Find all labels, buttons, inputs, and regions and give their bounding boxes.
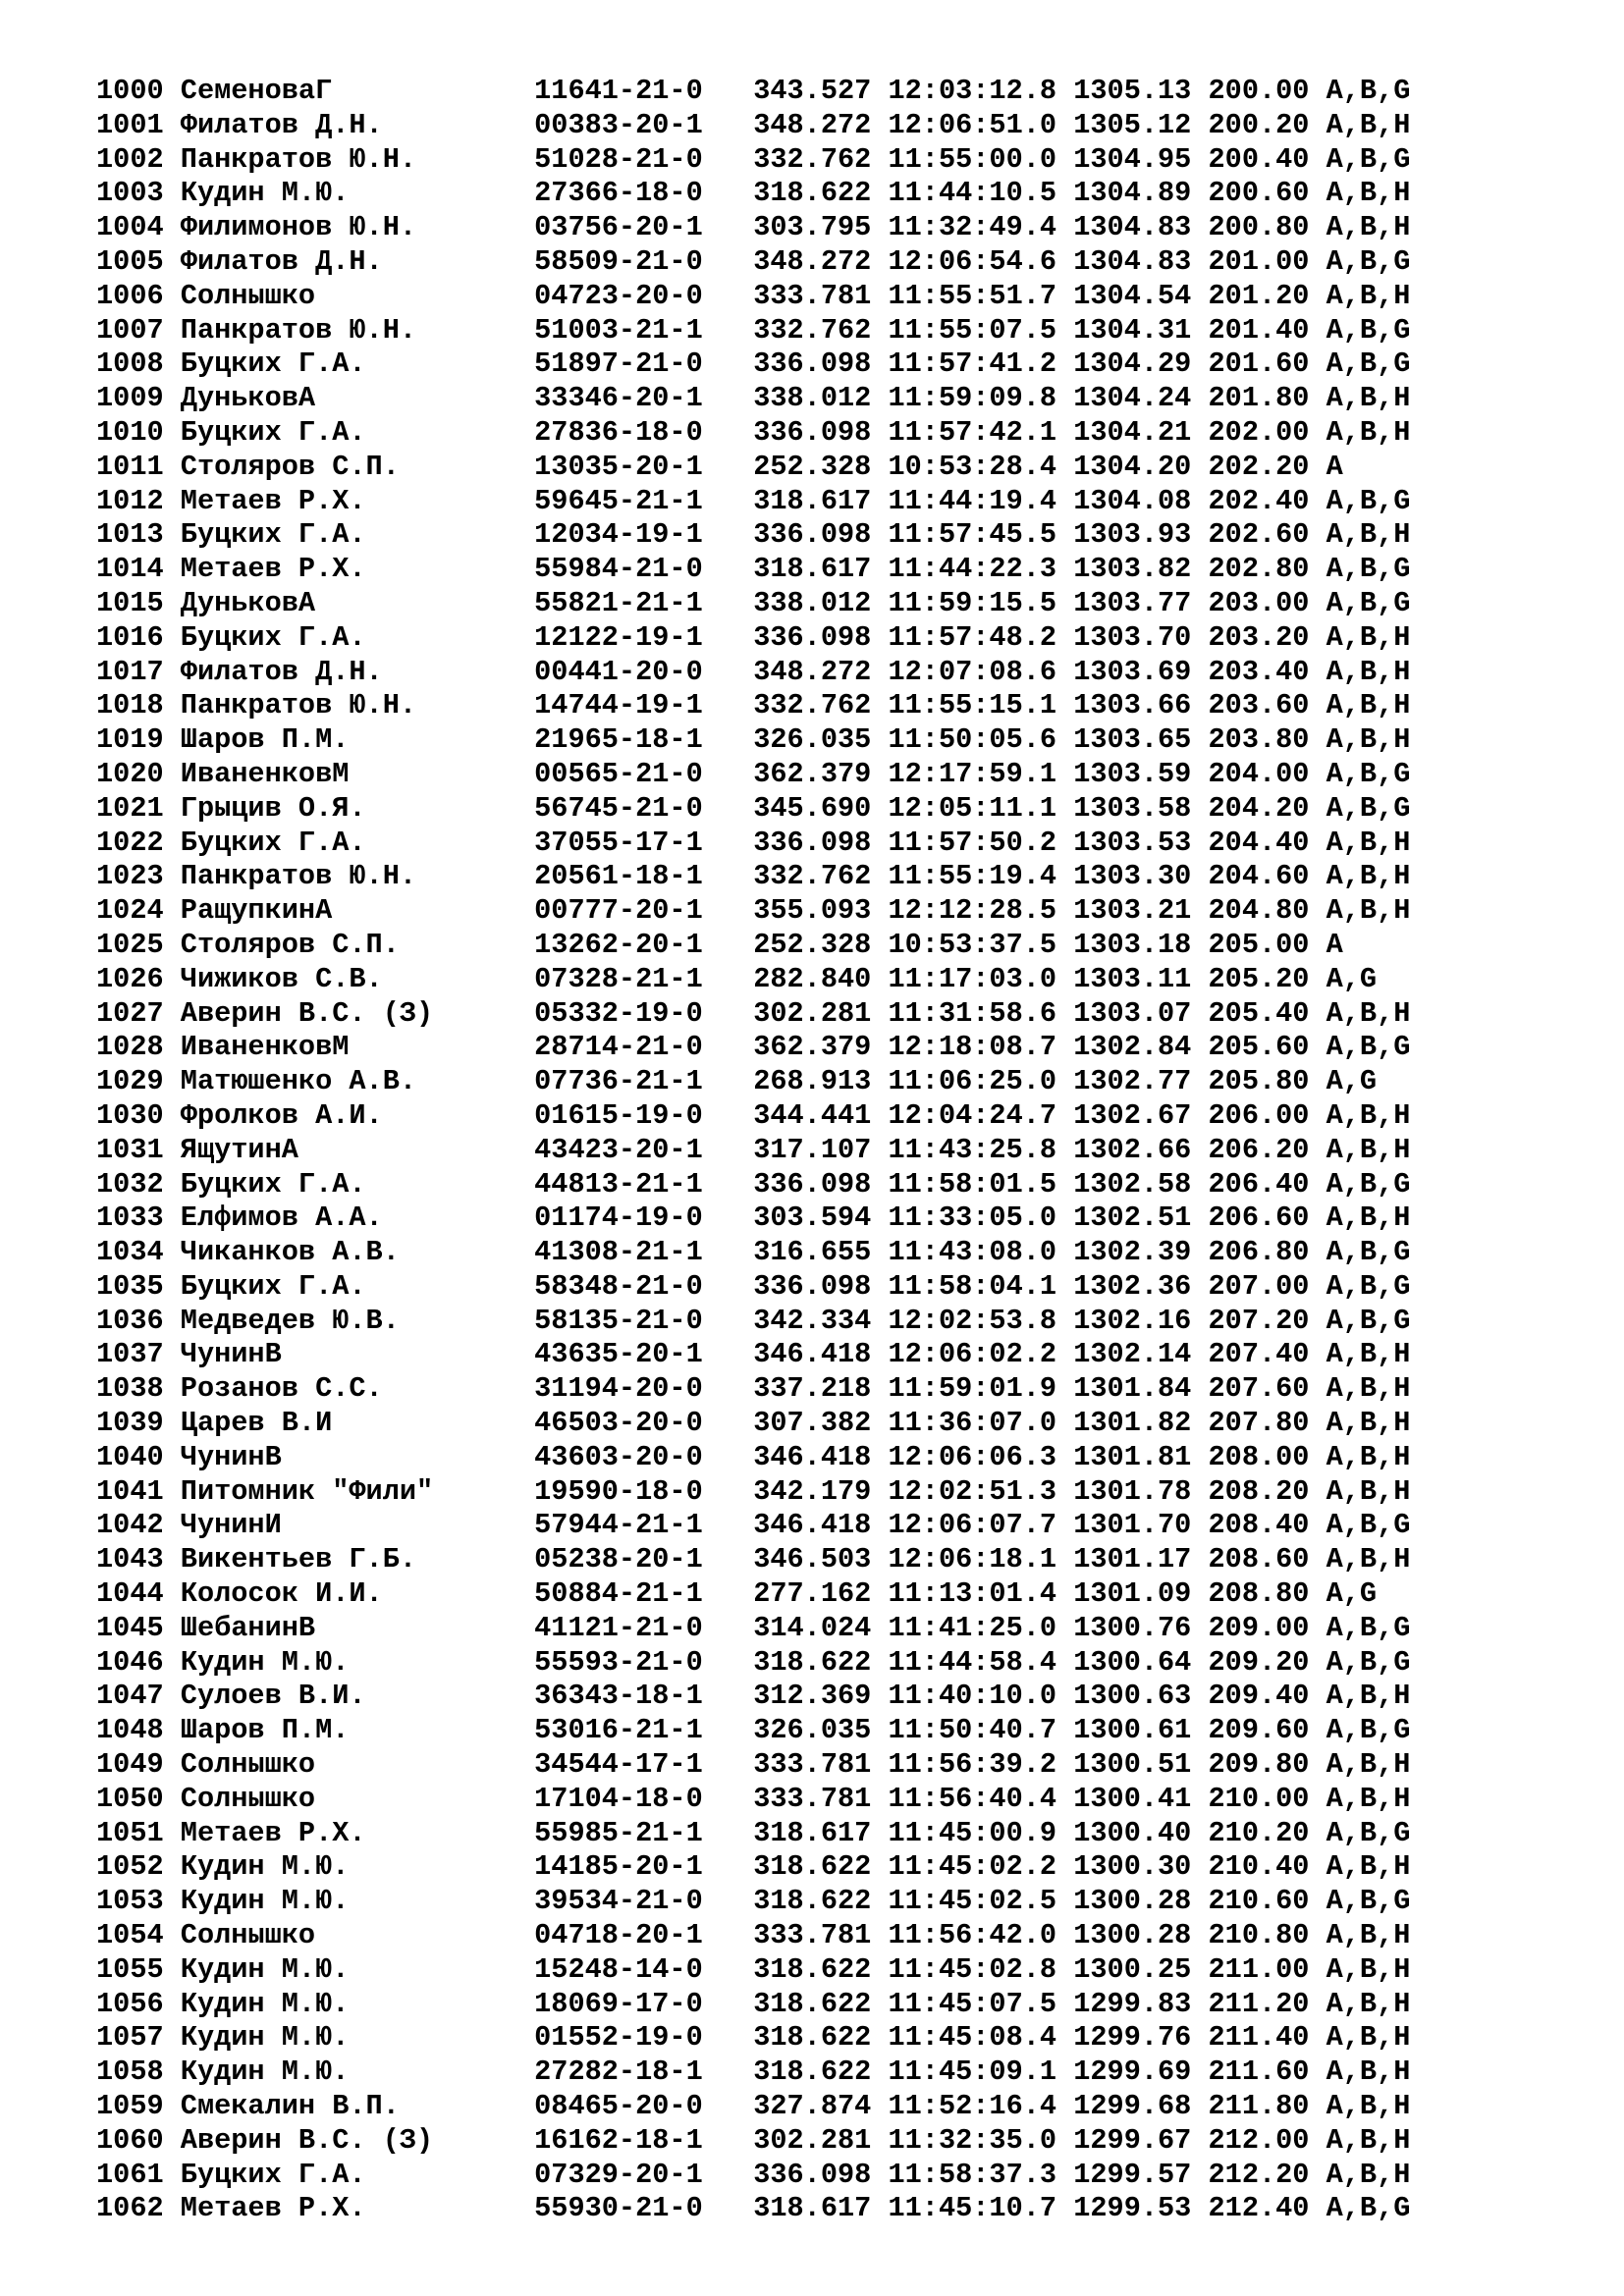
table-row: 1018 Панкратов Ю.Н. 14744-19-1 332.762 11:55:15.1 1303.66 203.60 A,B,H	[96, 689, 1411, 722]
table-row: 1060 Аверин В.С. (З) 16162-18-1 302.281 11:32:35.0 1299.67 212.00 A,B,H	[96, 2123, 1411, 2157]
table-row: 1025 Столяров С.П. 13262-20-1 252.328 10:53:37.5 1303.18 205.00 A	[96, 928, 1343, 961]
table-row: 1037 ЧунинВ 43635-20-1 346.418 12:06:02.2 1302.14 207.40 A,B,H	[96, 1338, 1411, 1371]
table-row: 1056 Кудин М.Ю. 18069-17-0 318.622 11:45:07.5 1299.83 211.20 A,B,H	[96, 1987, 1411, 2020]
table-row: 1045 ШебанинВ 41121-21-0 314.024 11:41:25.0 1300.76 209.00 A,B,G	[96, 1611, 1411, 1644]
table-row: 1038 Розанов С.С. 31194-20-0 337.218 11:59:01.9 1301.84 207.60 A,B,H	[96, 1372, 1411, 1406]
table-row: 1052 Кудин М.Ю. 14185-20-1 318.622 11:45:02.2 1300.30 210.40 A,B,H	[96, 1850, 1411, 1884]
table-row: 1054 Солнышко 04718-20-1 333.781 11:56:42.0 1300.28 210.80 A,B,H	[96, 1919, 1411, 1952]
table-row: 1040 ЧунинВ 43603-20-0 346.418 12:06:06.3 1301.81 208.00 A,B,H	[96, 1440, 1411, 1473]
table-row: 1020 ИваненковМ 00565-21-0 362.379 12:17:59.1 1303.59 204.00 A,B,G	[96, 757, 1411, 790]
table-row: 1059 Смекалин В.П. 08465-20-0 327.874 11:52:16.4 1299.68 211.80 A,B,H	[96, 2090, 1411, 2123]
table-row: 1030 Фролков А.И. 01615-19-0 344.441 12:04:24.7 1302.67 206.00 A,B,H	[96, 1098, 1411, 1132]
table-row: 1017 Филатов Д.Н. 00441-20-0 348.272 12:07:08.6 1303.69 203.40 A,B,H	[96, 655, 1411, 688]
table-row: 1039 Царев В.И 46503-20-0 307.382 11:36:07.0 1301.82 207.80 A,B,H	[96, 1407, 1411, 1440]
table-row: 1058 Кудин М.Ю. 27282-18-1 318.622 11:45:09.1 1299.69 211.60 A,B,H	[96, 2056, 1411, 2089]
table-row: 1043 Викентьев Г.Б. 05238-20-1 346.503 12:06:18.1 1301.17 208.60 A,B,H	[96, 1543, 1411, 1576]
table-row: 1028 ИваненковМ 28714-21-0 362.379 12:18:08.7 1302.84 205.60 A,B,G	[96, 1031, 1411, 1064]
results-table	[96, 75, 1549, 2226]
table-row: 1053 Кудин М.Ю. 39534-21-0 318.622 11:45:02.5 1300.28 210.60 A,B,G	[96, 1885, 1411, 1918]
table-row: 1046 Кудин М.Ю. 55593-21-0 318.622 11:44:58.4 1300.64 209.20 A,B,G	[96, 1645, 1411, 1679]
table-row: 1051 Метаев Р.Х. 55985-21-1 318.617 11:45:00.9 1300.40 210.20 A,B,G	[96, 1816, 1411, 1849]
table-row: 1004 Филимонов Ю.Н. 03756-20-1 303.795 11:32:49.4 1304.83 200.80 A,B,H	[96, 211, 1411, 244]
table-row: 1036 Медведев Ю.В. 58135-21-0 342.334 12:02:53.8 1302.16 207.20 A,B,G	[96, 1304, 1411, 1337]
table-row: 1048 Шаров П.М. 53016-21-1 326.035 11:50:40.7 1300.61 209.60 A,B,G	[96, 1714, 1411, 1747]
table-row: 1005 Филатов Д.Н. 58509-21-0 348.272 12:06:54.6 1304.83 201.00 A,B,G	[96, 244, 1411, 278]
table-row: 1014 Метаев Р.Х. 55984-21-0 318.617 11:44:22.3 1303.82 202.80 A,B,G	[96, 553, 1411, 586]
table-row: 1016 Буцких Г.А. 12122-19-1 336.098 11:57:48.2 1303.70 203.20 A,B,H	[96, 620, 1411, 654]
table-row: 1041 Питомник "Фили" 19590-18-0 342.179 12:02:51.3 1301.78 208.20 A,B,H	[96, 1474, 1411, 1508]
table-row: 1035 Буцких Г.А. 58348-21-0 336.098 11:58:04.1 1302.36 207.00 A,B,G	[96, 1269, 1411, 1303]
table-row: 1001 Филатов Д.Н. 00383-20-1 348.272 12:06:51.0 1305.12 200.20 A,B,H	[96, 108, 1411, 141]
table-row: 1015 ДуньковА 55821-21-1 338.012 11:59:15.5 1303.77 203.00 A,B,G	[96, 586, 1411, 619]
table-row: 1034 Чиканков А.В. 41308-21-1 316.655 11:43:08.0 1302.39 206.80 A,B,G	[96, 1236, 1411, 1269]
table-row: 1055 Кудин М.Ю. 15248-14-0 318.622 11:45:02.8 1300.25 211.00 A,B,H	[96, 1952, 1411, 1986]
table-row: 1009 ДуньковА 33346-20-1 338.012 11:59:09.8 1304.24 201.80 A,B,H	[96, 382, 1411, 415]
table-row: 1062 Метаев Р.Х. 55930-21-0 318.617 11:45:10.7 1299.53 212.40 A,B,G	[96, 2192, 1411, 2225]
table-row: 1003 Кудин М.Ю. 27366-18-0 318.622 11:44:10.5 1304.89 200.60 A,B,H	[96, 177, 1411, 210]
table-row: 1022 Буцких Г.А. 37055-17-1 336.098 11:57:50.2 1303.53 204.40 A,B,H	[96, 826, 1411, 859]
table-row: 1033 Елфимов А.А. 01174-19-0 303.594 11:33:05.0 1302.51 206.60 A,B,H	[96, 1201, 1411, 1235]
table-row: 1000 СеменоваГ 11641-21-0 343.527 12:03:12.8 1305.13 200.00 A,B,G	[96, 75, 1411, 107]
table-row: 1023 Панкратов Ю.Н. 20561-18-1 332.762 11:55:19.4 1303.30 204.60 A,B,H	[96, 860, 1411, 893]
table-row: 1024 РащупкинА 00777-20-1 355.093 12:12:28.5 1303.21 204.80 A,B,H	[96, 894, 1411, 928]
table-row: 1050 Солнышко 17104-18-0 333.781 11:56:40.4 1300.41 210.00 A,B,H	[96, 1782, 1411, 1815]
table-row: 1019 Шаров П.М. 21965-18-1 326.035 11:50:05.6 1303.65 203.80 A,B,H	[96, 723, 1411, 757]
table-row: 1007 Панкратов Ю.Н. 51003-21-1 332.762 11:55:07.5 1304.31 201.40 A,B,G	[96, 313, 1411, 347]
table-row: 1061 Буцких Г.А. 07329-20-1 336.098 11:58:37.3 1299.57 212.20 A,B,H	[96, 2158, 1411, 2191]
table-row: 1011 Столяров С.П. 13035-20-1 252.328 10:53:28.4 1304.20 202.20 A	[96, 450, 1343, 483]
table-row: 1006 Солнышко 04723-20-0 333.781 11:55:51.7 1304.54 201.20 A,B,H	[96, 279, 1411, 312]
table-row: 1021 Грыцив О.Я. 56745-21-0 345.690 12:05:11.1 1303.58 204.20 A,B,G	[96, 791, 1411, 825]
table-row: 1010 Буцких Г.А. 27836-18-0 336.098 11:57:42.1 1304.21 202.00 A,B,H	[96, 415, 1411, 449]
table-row: 1049 Солнышко 34544-17-1 333.781 11:56:39.2 1300.51 209.80 A,B,H	[96, 1748, 1411, 1782]
table-row: 1044 Колосок И.И. 50884-21-1 277.162 11:13:01.4 1301.09 208.80 A,G	[96, 1577, 1378, 1611]
table-row: 1047 Сулоев В.И. 36343-18-1 312.369 11:40:10.0 1300.63 209.40 A,B,H	[96, 1680, 1411, 1713]
table-row: 1026 Чижиков С.В. 07328-21-1 282.840 11:17:03.0 1303.11 205.20 A,G	[96, 962, 1378, 995]
table-row: 1027 Аверин В.С. (З) 05332-19-0 302.281 11:31:58.6 1303.07 205.40 A,B,H	[96, 996, 1411, 1030]
table-row: 1032 Буцких Г.А. 44813-21-1 336.098 11:58:01.5 1302.58 206.40 A,B,G	[96, 1167, 1411, 1201]
table-row: 1002 Панкратов Ю.Н. 51028-21-0 332.762 11:55:00.0 1304.95 200.40 A,B,G	[96, 142, 1411, 176]
table-row: 1031 ЯщутинА 43423-20-1 317.107 11:43:25.8 1302.66 206.20 A,B,H	[96, 1133, 1411, 1166]
table-row: 1057 Кудин М.Ю. 01552-19-0 318.622 11:45:08.4 1299.76 211.40 A,B,H	[96, 2021, 1411, 2055]
table-row: 1013 Буцких Г.А. 12034-19-1 336.098 11:57:45.5 1303.93 202.60 A,B,H	[96, 518, 1411, 552]
table-row: 1029 Матюшенко А.В. 07736-21-1 268.913 11:06:25.0 1302.77 205.80 A,G	[96, 1065, 1378, 1098]
table-row: 1012 Метаев Р.Х. 59645-21-1 318.617 11:44:19.4 1304.08 202.40 A,B,G	[96, 484, 1411, 517]
table-row: 1042 ЧунинИ 57944-21-1 346.418 12:06:07.7 1301.70 208.40 A,B,G	[96, 1509, 1411, 1542]
table-row: 1008 Буцких Г.А. 51897-21-0 336.098 11:57:41.2 1304.29 201.60 A,B,G	[96, 347, 1411, 381]
